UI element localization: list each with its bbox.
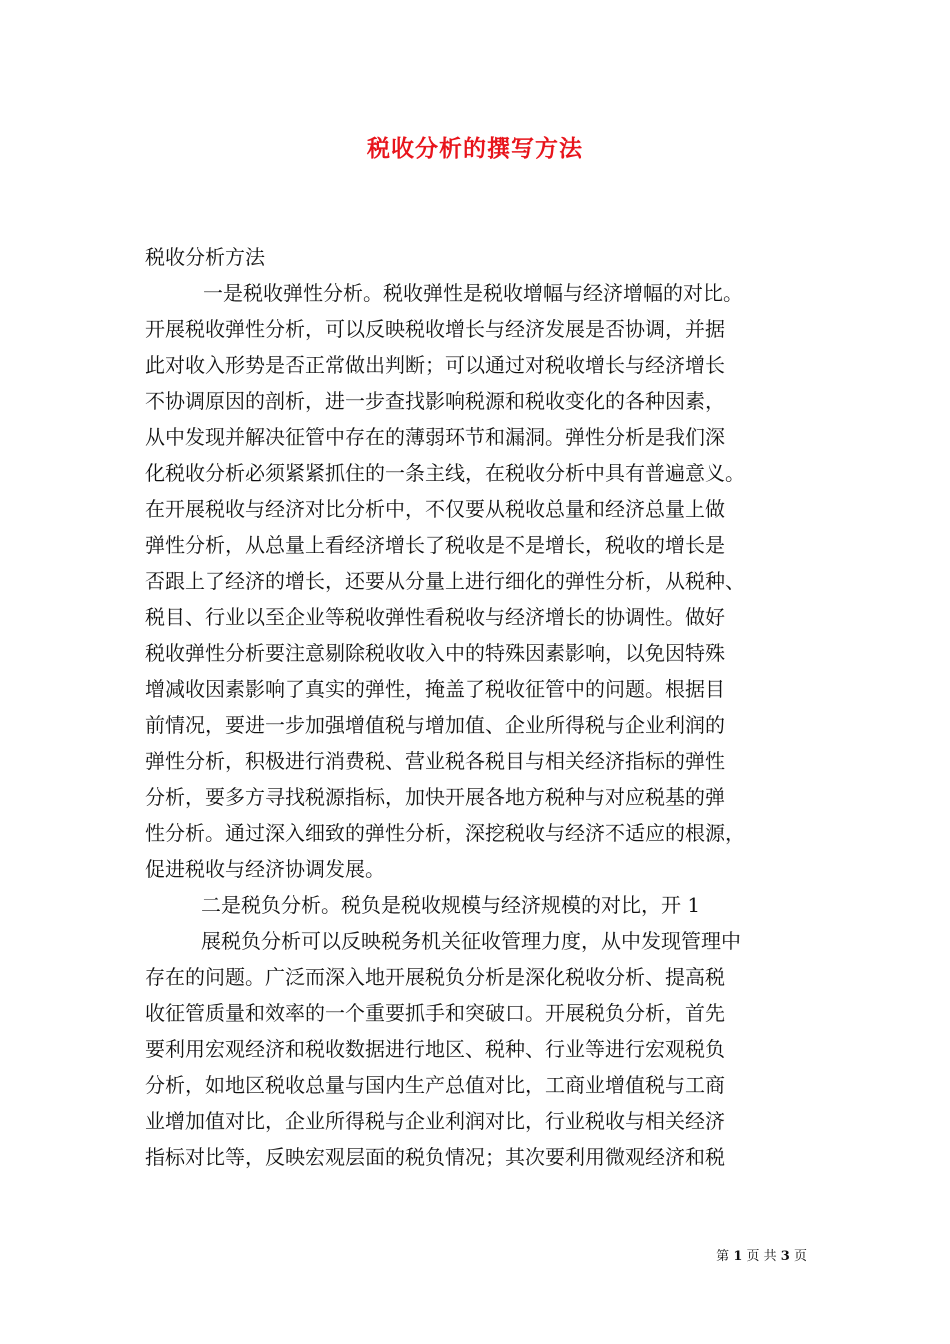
page-number-total: 3: [780, 1249, 790, 1264]
paragraph-elasticity: [145, 275, 820, 887]
paragraph-line: 收征管质量和效率的一个重要抓手和突破口。开展税负分析，首先: [145, 1001, 725, 1025]
document-body: [145, 239, 820, 1175]
paragraph-line: 前情况，要进一步加强增值税与增加值、企业所得税与企业利润的: [145, 713, 725, 737]
paragraph-tax-burden: [145, 923, 820, 1175]
paragraph-line: 化税收分析必须紧紧抓住的一条主线，在税收分析中具有普遍意义。: [145, 461, 745, 485]
page-number-suffix: 页: [793, 1249, 807, 1264]
page-number-prefix: 第: [716, 1249, 730, 1264]
paragraph-line: 在开展税收与经济对比分析中，不仅要从税收总量和经济总量上做: [145, 497, 725, 521]
paragraph-line: 性分析。通过深入细致的弹性分析，深挖税收与经济不适应的根源，: [145, 821, 745, 845]
paragraph-line: 税目、行业以至企业等税收弹性看税收与经济增长的协调性。做好: [145, 605, 725, 629]
document-title: 税收分析的撰写方法: [367, 135, 583, 162]
paragraph-line: 此对收入形势是否正常做出判断；可以通过对税收增长与经济增长: [145, 353, 725, 377]
paragraph-line: 弹性分析，从总量上看经济增长了税收是不是增长，税收的增长是: [145, 533, 725, 557]
paragraph-line: 二是税负分析。税负是税收规模与经济规模的对比，开 1: [201, 893, 701, 917]
paragraph-line: 不协调原因的剖析，进一步查找影响税源和税收变化的各种因素，: [145, 389, 725, 413]
paragraph-line: 增减收因素影响了真实的弹性，掩盖了税收征管中的问题。根据目: [145, 677, 725, 701]
paragraph-line: 指标对比等，反映宏观层面的税负情况；其次要利用微观经济和税: [145, 1145, 725, 1169]
paragraph-line: 从中发现并解决征管中存在的薄弱环节和漏洞。弹性分析是我们深: [145, 425, 725, 449]
paragraph-tax-burden-intro: [145, 887, 820, 923]
paragraph-line: 分析，如地区税收总量与国内生产总值对比，工商业增值税与工商: [145, 1073, 725, 1097]
section-heading: 税收分析方法: [145, 245, 265, 269]
paragraph-line: 存在的问题。广泛而深入地开展税负分析是深化税收分析、提高税: [145, 965, 725, 989]
paragraph-line: 否跟上了经济的增长，还要从分量上进行细化的弹性分析，从税种、: [145, 569, 745, 593]
paragraph-line: 促进税收与经济协调发展。: [145, 857, 385, 881]
paragraph-line: 一是税收弹性分析。税收弹性是税收增幅与经济增幅的对比。: [203, 281, 743, 305]
paragraph-line: 要利用宏观经济和税收数据进行地区、税种、行业等进行宏观税负: [145, 1037, 725, 1061]
paragraph-line: 弹性分析，积极进行消费税、营业税各税目与相关经济指标的弹性: [145, 749, 725, 773]
paragraph-line: 分析，要多方寻找税源指标，加快开展各地方税种与对应税基的弹: [145, 785, 725, 809]
paragraph-line: 税收弹性分析要注意剔除税收收入中的特殊因素影响，以免因特殊: [145, 641, 725, 665]
paragraph-line: 开展税收弹性分析，可以反映税收增长与经济发展是否协调，并据: [145, 317, 725, 341]
page-number-current: 1: [733, 1249, 743, 1264]
page-number: [716, 1249, 807, 1265]
paragraph-line: 展税负分析可以反映税务机关征收管理力度，从中发现管理中: [201, 929, 741, 953]
paragraph-line: 业增加值对比，企业所得税与企业利润对比，行业税收与相关经济: [145, 1109, 725, 1133]
page-number-middle: 页 共: [746, 1249, 777, 1264]
